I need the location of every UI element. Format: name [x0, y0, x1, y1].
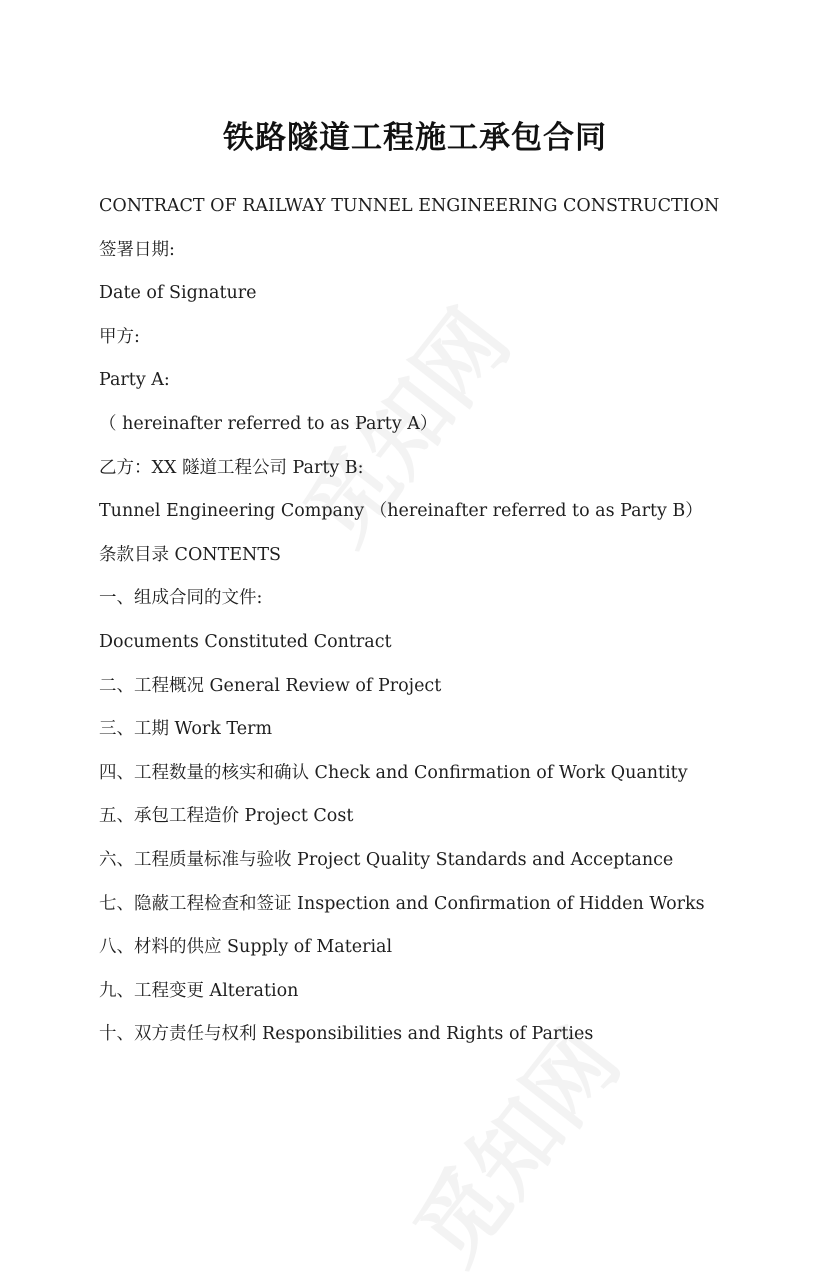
- party-a-label-cn: 甲方:: [99, 326, 140, 347]
- party-b-note: Tunnel Engineering Company （hereinafter referred to as Party B）: [99, 501, 703, 522]
- contents-item: 十、双方责任与权利 Responsibilities and Rights of Parties: [99, 1024, 594, 1045]
- english-title-line: CONTRACT OF RAILWAY TUNNEL ENGINEERING CONSTRUCTION: [99, 196, 720, 216]
- party-a-label-en: Party A:: [99, 370, 170, 391]
- contents-item: 四、工程数量的核实和确认 Check and Confirmation of Work Quantity: [99, 762, 688, 783]
- signature-date-label-cn: 签署日期:: [99, 239, 175, 260]
- contents-item: 八、材料的供应 Supply of Material: [99, 937, 393, 958]
- party-a-note: （ hereinafter referred to as Party A）: [99, 413, 438, 434]
- contents-item: 一、组成合同的文件:: [99, 588, 263, 609]
- contents-item: 九、工程变更 Alteration: [99, 980, 299, 1001]
- document-body: [99, 193, 799, 1065]
- contents-item: 六、工程质量标准与验收 Project Quality Standards and Acceptance: [99, 849, 674, 870]
- document-title: 铁路隧道工程施工承包合同: [223, 120, 607, 156]
- contents-item: 七、隐蔽工程检查和签证 Inspection and Confirmation of Hidden Works: [99, 893, 705, 914]
- contents-item: 五、承包工程造价 Project Cost: [99, 806, 354, 827]
- contents-item: 三、工期 Work Term: [99, 719, 273, 740]
- contents-item: Documents Constituted Contract: [99, 631, 392, 652]
- contents-heading: 条款目录 CONTENTS: [99, 544, 282, 565]
- signature-date-label-en: Date of Signature: [99, 283, 257, 304]
- contents-item: 二、工程概况 General Review of Project: [99, 675, 442, 696]
- party-b-label: 乙方：XX 隧道工程公司 Party B:: [99, 457, 364, 478]
